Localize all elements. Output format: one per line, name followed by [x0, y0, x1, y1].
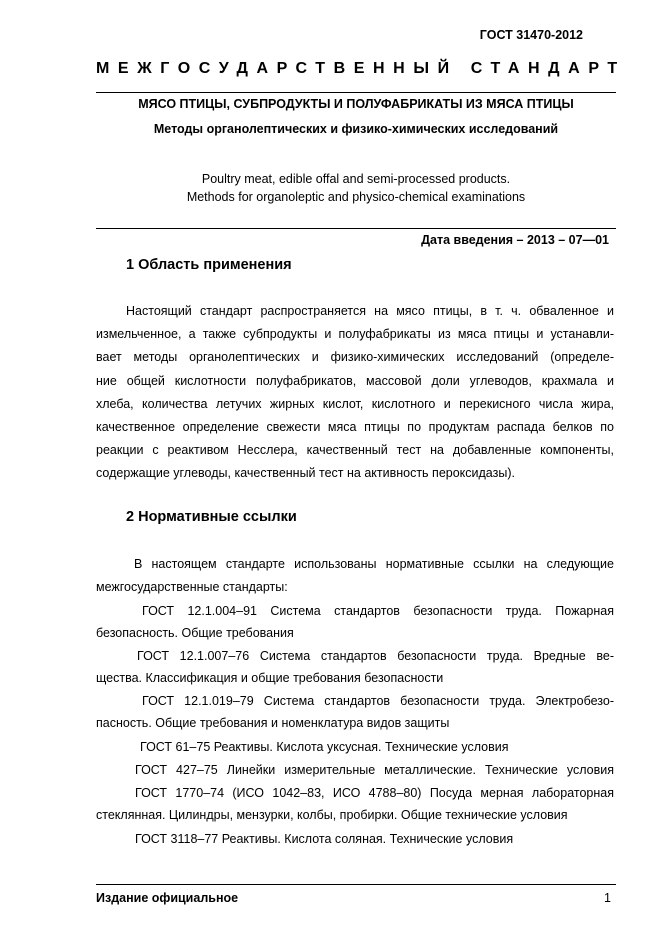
reference-item [96, 782, 614, 826]
reference-line: ГОСТ 61–75 Реактивы. Кислота уксусная. Технические условия [140, 740, 509, 754]
references-intro-line: В настоящем стандарте использованы нормативные ссылки на следующие [134, 557, 614, 571]
interstate-standard-heading: МЕЖГОСУДАРСТВЕННЫЙ СТАНДАРТ [96, 60, 626, 77]
references-intro-line: межгосударственные стандарты: [96, 580, 288, 595]
reference-line: ГОСТ 12.1.007–76 Система стандартов безопасности труда. Вредные ве- [137, 649, 614, 663]
scope-paragraph [96, 300, 614, 486]
section-2-heading: 2 Нормативные ссылки [126, 509, 297, 525]
document-subtitle-ru: Методы органолептических и физико-химических исследований [153, 122, 559, 136]
reference-item [96, 645, 614, 689]
scope-line: качественное определение свежести мяса птицы по продуктам распада белков по [96, 420, 614, 435]
footer-rule [96, 884, 616, 885]
document-title-ru: МЯСО ПТИЦЫ, СУБПРОДУКТЫ И ПОЛУФАБРИКАТЫ ИЗ МЯСА ПТИЦЫ [138, 97, 574, 111]
introduction-date: Дата введения – 2013 – 07—01 [421, 233, 609, 247]
reference-line: ГОСТ 427–75 Линейки измерительные металлические. Технические условия [135, 763, 614, 777]
reference-line: безопасность. Общие требования [96, 626, 294, 640]
page-number: 1 [604, 891, 611, 905]
reference-line: ГОСТ 1770–74 (ИСО 1042–83, ИСО 4788–80) Посуда мерная лабораторная [135, 786, 614, 800]
reference-item [96, 690, 614, 734]
reference-line: стеклянная. Цилиндры, мензурки, колбы, пробирки. Общие технические условия [96, 808, 568, 822]
scope-line: ние общей кислотности полуфабрикатов, массовой доли углеводов, крахмала и [96, 373, 614, 388]
gost-code: ГОСТ 31470-2012 [479, 28, 583, 42]
document-subtitle-en: Methods for organoleptic and physico-chemical examinations [186, 190, 526, 204]
reference-line: ГОСТ 12.1.019–79 Система стандартов безопасности труда. Электробезо- [142, 694, 614, 708]
references-intro [96, 553, 614, 599]
reference-item [96, 828, 614, 850]
header-rule-bottom [96, 228, 616, 229]
reference-line: пасность. Общие требования и номенклатура видов защиты [96, 716, 450, 730]
reference-line: ГОСТ 3118–77 Реактивы. Кислота соляная. Технические условия [135, 832, 514, 846]
section-1-heading: 1 Область применения [126, 257, 292, 273]
scope-line: хлеба, количества летучих жирных кислот, кислотного и перекисного числа жира, [96, 396, 614, 411]
scope-line: содержащие углеводы, качественный тест на активность пероксидазы). [96, 466, 515, 481]
scope-line: реакции с реактивом Несслера, качественный тест на добавленные компоненты, [96, 443, 614, 458]
scope-line: Настоящий стандарт распространяется на мясо птицы, в т. ч. обваленное и [126, 304, 614, 318]
reference-item [96, 600, 614, 644]
scope-line: вает методы органолептических и физико-химических исследований (определе- [96, 350, 614, 365]
reference-line: щества. Классификация и общие требования безопасности [96, 671, 444, 685]
reference-item [96, 736, 614, 758]
scope-line: измельченное, а также субпродукты и полуфабрикаты из мяса птицы и устанавли- [96, 327, 614, 342]
reference-item [96, 759, 614, 781]
reference-line: ГОСТ 12.1.004–91 Система стандартов безопасности труда. Пожарная [142, 604, 614, 618]
header-rule-top [96, 92, 616, 93]
document-title-en: Poultry meat, edible offal and semi-processed products. [201, 172, 511, 186]
official-edition-label: Издание официальное [96, 891, 239, 905]
